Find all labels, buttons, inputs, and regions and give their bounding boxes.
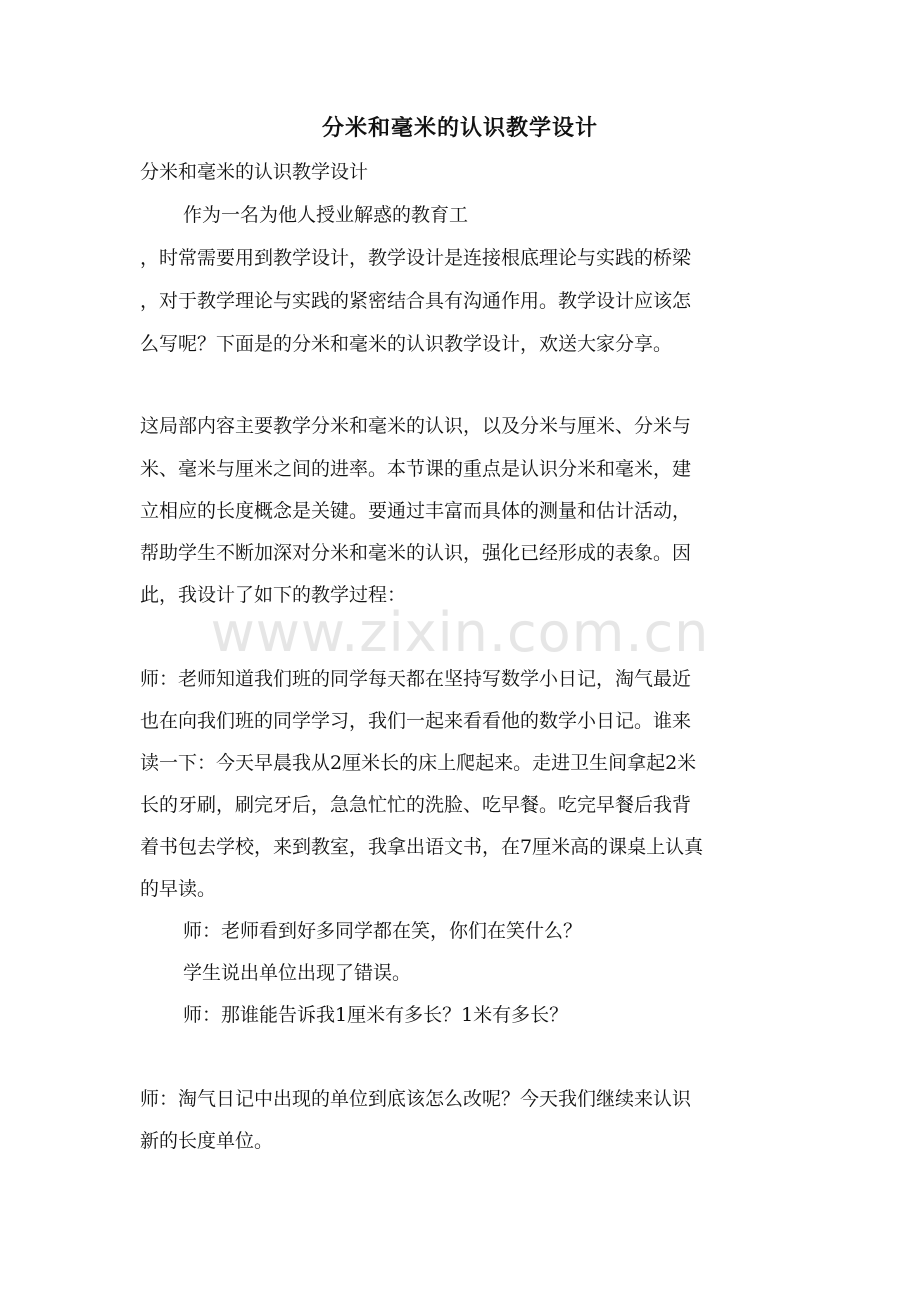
dialog-line: 学生说出单位出现了错误。: [183, 962, 412, 984]
paragraph-line: 师：淘气日记中出现的单位到底该怎么改呢？今天我们继续来认识: [140, 1088, 692, 1110]
dialog-line: 师：老师看到好多同学都在笑，你们在笑什么？: [183, 920, 583, 942]
paragraph-line: 米、毫米与厘米之间的进率。本节课的重点是认识分米和毫米，建: [140, 458, 692, 480]
paragraph-line: 此，我设计了如下的教学过程：: [140, 584, 407, 606]
paragraph-line: 长的牙刷，刷完牙后，急急忙忙的洗脸、吃早餐。吃完早餐后我背: [140, 794, 692, 816]
paragraph-line: 着书包去学校，来到教室，我拿出语文书，在7厘米高的课桌上认真: [140, 836, 704, 858]
paragraph-line: 帮助学生不断加深对分米和毫米的认识，强化已经形成的表象。因: [140, 542, 692, 564]
paragraph-line: 立相应的长度概念是关键。要通过丰富而具体的测量和估计活动，: [140, 500, 692, 522]
paragraph-line: 也在向我们班的同学学习，我们一起来看看他的数学小日记。谁来: [140, 710, 692, 732]
intro-line: 作为一名为他人授业解惑的教育工: [183, 204, 469, 226]
intro-line: 么写呢？下面是的分米和毫米的认识教学设计，欢送大家分享。: [140, 333, 673, 355]
document-subtitle: 分米和毫米的认识教学设计: [140, 161, 369, 183]
paragraph-line: 这局部内容主要教学分米和毫米的认识，以及分米与厘米、分米与: [140, 415, 692, 437]
paragraph-line: 的早读。: [140, 878, 217, 900]
watermark: www.zixin.com.cn: [210, 601, 710, 664]
dialog-line: 师：那谁能告诉我1厘米有多长？1米有多长？: [183, 1004, 569, 1026]
paragraph-line: 师：老师知道我们班的同学每天都在坚持写数学小日记，淘气最近: [140, 668, 692, 690]
paragraph-line: 新的长度单位。: [140, 1130, 274, 1152]
intro-line: ，对于教学理论与实践的紧密结合具有沟通作用。教学设计应该怎: [140, 290, 692, 312]
document-title: 分米和毫米的认识教学设计: [321, 115, 598, 141]
paragraph-line: 读一下：今天早晨我从2厘米长的床上爬起来。走进卫生间拿起2米: [140, 752, 697, 774]
intro-line: ，时常需要用到教学设计，教学设计是连接根底理论与实践的桥梁: [140, 247, 692, 269]
